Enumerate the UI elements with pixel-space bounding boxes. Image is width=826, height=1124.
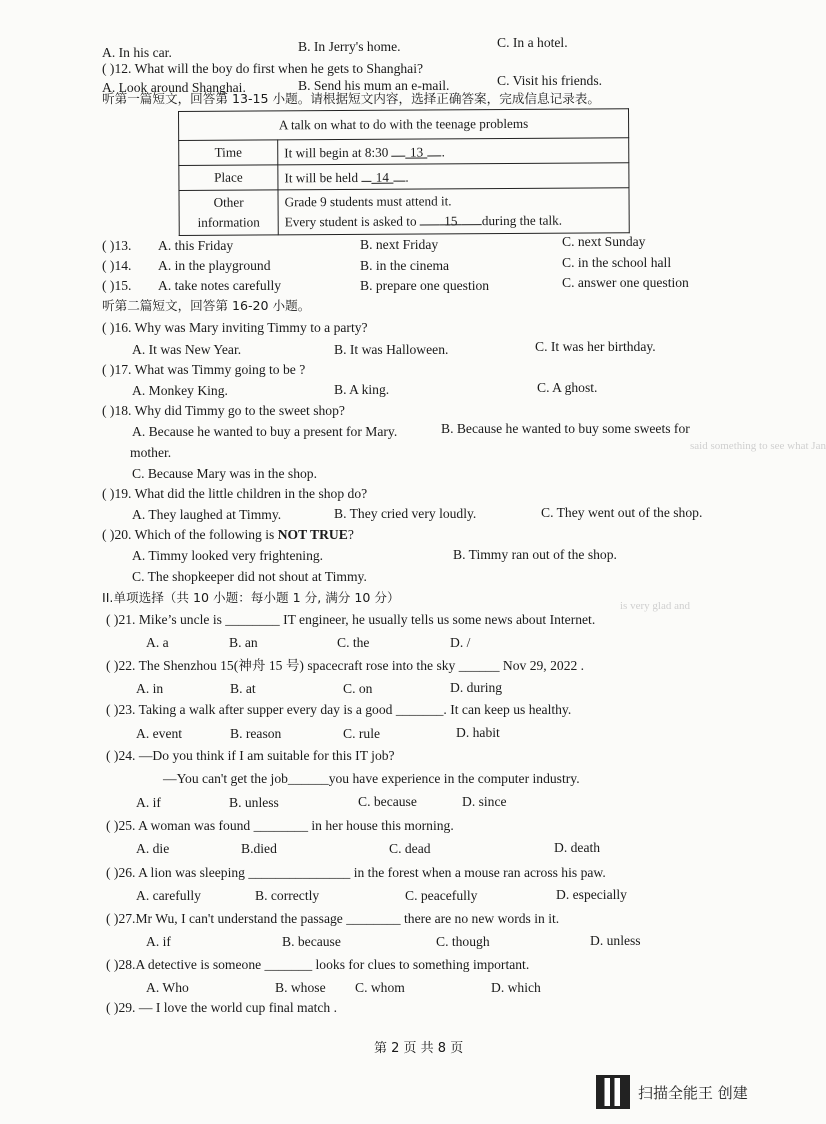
q27-option-d: D. unless [590,933,641,948]
q28-stem: ( )28.A detective is someone _______ looks for clues to something important. [106,957,530,972]
q25-option-c: C. dead [389,841,431,856]
page-number: 第 2 页 共 8 页 [374,1041,464,1056]
q17-option-a: A. Monkey King. [132,383,228,398]
q15-option-a: A. take notes carefully [158,278,282,293]
qr-code-icon [596,1075,630,1109]
table-label-other: Other information [179,190,278,236]
q12-option-c: C. Visit his friends. [497,73,603,88]
q28-option-d: D. which [491,980,541,995]
q12-option-a: A. Look around Shanghai. [102,80,246,95]
q17-option-b: B. A king. [334,382,390,397]
q24-option-b: B. unless [229,795,279,810]
scanner-watermark-text: 扫描全能王 创建 [638,1083,748,1102]
q26-stem: ( )26. A lion was sleeping _______________ in the forest when a mouse ran across his paw. [106,865,606,880]
section-listening-2-instruction: 听第二篇短文，回答第 16-20 小题。 [102,298,311,313]
table-cell-time: It will begin at 8:30 13 . [278,138,629,165]
blank-13: 13 [406,144,428,158]
q20-option-b: B. Timmy ran out of the shop. [453,547,617,562]
table-label-time: Time [179,140,278,166]
q18-option-c: C. Because Mary was in the shop. [132,466,317,481]
q24-option-d: D. since [462,794,507,809]
q28-option-c: C. whom [355,980,405,995]
q23-option-c: C. rule [343,726,380,741]
q23-option-b: B. reason [230,726,282,741]
q21-option-d: D. / [450,635,471,650]
q22-stem: ( )22. The Shenzhou 15(神舟 15 号) spacecraft rose into the sky ______ Nov 29, 2022 . [106,658,585,673]
q25-option-b: B.died [241,841,277,856]
q11-option-c: C. In a hotel. [497,35,568,50]
q17-stem: ( )17. What was Timmy going to be ? [102,362,306,377]
q19-option-b: B. They cried very loudly. [334,506,477,521]
q24-option-c: C. because [358,794,417,809]
q20-option-a: A. Timmy looked very frightening. [132,548,324,563]
q23-option-a: A. event [136,726,183,741]
q28-option-a: A. Who [146,980,189,995]
q20-option-c: C. The shopkeeper did not shout at Timmy. [132,569,367,584]
q27-option-a: A. if [146,934,171,949]
q14-stem: ( )14. [102,258,132,273]
q13-option-a: A. this Friday [158,238,234,253]
q24-response: —You can't get the job______you have experience in the computer industry. [163,771,580,786]
q16-option-b: B. It was Halloween. [334,342,449,357]
q12-stem: ( )12. What will the boy do first when he gets to Shanghai? [102,61,424,76]
q16-option-a: A. It was New Year. [132,342,242,357]
q26-option-d: D. especially [556,887,627,902]
q27-option-c: C. though [436,934,490,949]
q18-option-b-cont: mother. [130,445,172,460]
q29-stem: ( )29. — I love the world cup final match . [106,1000,338,1015]
table-title: A talk on what to do with the teenage problems [179,109,629,141]
q23-stem: ( )23. Taking a walk after supper every day is a good _______. It can keep us healthy. [106,702,572,717]
q28-option-b: B. whose [275,980,326,995]
table-cell-place: It will be held 14 . [278,163,629,190]
q11-option-b: B. In Jerry's home. [298,39,401,54]
q19-option-a: A. They laughed at Timmy. [132,507,282,522]
q11-option-a: A. In his car. [102,45,172,60]
q26-option-b: B. correctly [255,888,320,903]
q25-option-a: A. die [136,841,170,856]
q22-option-c: C. on [343,681,373,696]
q17-option-c: C. A ghost. [537,380,598,395]
q18-stem: ( )18. Why did Timmy go to the sweet shop? [102,403,345,418]
q27-stem: ( )27.Mr Wu, I can't understand the passage ________ there are no new words in it. [106,911,560,926]
q24-option-a: A. if [136,795,161,810]
q13-option-b: B. next Friday [360,237,439,252]
q23-option-d: D. habit [456,725,500,740]
q13-stem: ( )13. [102,238,132,253]
q20-stem: ( )20. Which of the following is NOT TRUE? [102,527,354,542]
q14-option-c: C. in the school hall [562,255,672,270]
q25-option-d: D. death [554,840,601,855]
q18-option-b: B. Because he wanted to buy some sweets for [441,421,690,436]
q22-option-d: D. during [450,680,503,695]
q16-stem: ( )16. Why was Mary inviting Timmy to a party? [102,320,368,335]
q16-option-c: C. It was her birthday. [535,339,656,354]
q22-option-a: A. in [136,681,164,696]
section-2-heading: II.单项选择（共 10 小题：每小题 1 分, 满分 10 分） [102,590,400,605]
table-cell-other: Grade 9 students must attend it. Every student is asked to 15 during the talk. [278,188,629,235]
q12-option-b: B. Send his mum an e-mail. [298,78,450,93]
q26-option-c: C. peacefully [405,888,478,903]
blank-14: 14 [371,170,393,184]
q15-stem: ( )15. [102,278,132,293]
info-record-table [178,108,630,236]
q21-stem: ( )21. Mike’s uncle is ________ IT engineer, he usually tells us some news about Internet. [106,612,596,627]
q19-option-c: C. They went out of the shop. [541,505,703,520]
section-listening-1-instruction: 听第一篇短文，回答第 13-15 小题。请根据短文内容，选择正确答案，完成信息记录表。 [102,91,600,106]
q25-stem: ( )25. A woman was found ________ in her house this morning. [106,818,454,833]
q13-option-c: C. next Sunday [562,234,646,249]
q24-stem: ( )24. —Do you think if I am suitable for this IT job? [106,748,395,763]
q15-option-c: C. answer one question [562,275,689,290]
q27-option-b: B. because [282,934,341,949]
q22-option-b: B. at [230,681,256,696]
q14-option-a: A. in the playground [158,258,271,273]
q14-option-b: B. in the cinema [360,258,450,273]
q21-option-c: C. the [337,635,370,650]
q15-option-b: B. prepare one question [360,278,490,293]
q26-option-a: A. carefully [136,888,201,903]
blank-15: 15 [440,211,462,225]
q21-option-b: B. an [229,635,258,650]
scanner-watermark [596,1075,748,1109]
q19-stem: ( )19. What did the little children in the shop do? [102,486,368,501]
q21-option-a: A. a [146,635,169,650]
table-label-place: Place [179,165,278,191]
q18-option-a: A. Because he wanted to buy a present for Mary. [132,424,398,439]
